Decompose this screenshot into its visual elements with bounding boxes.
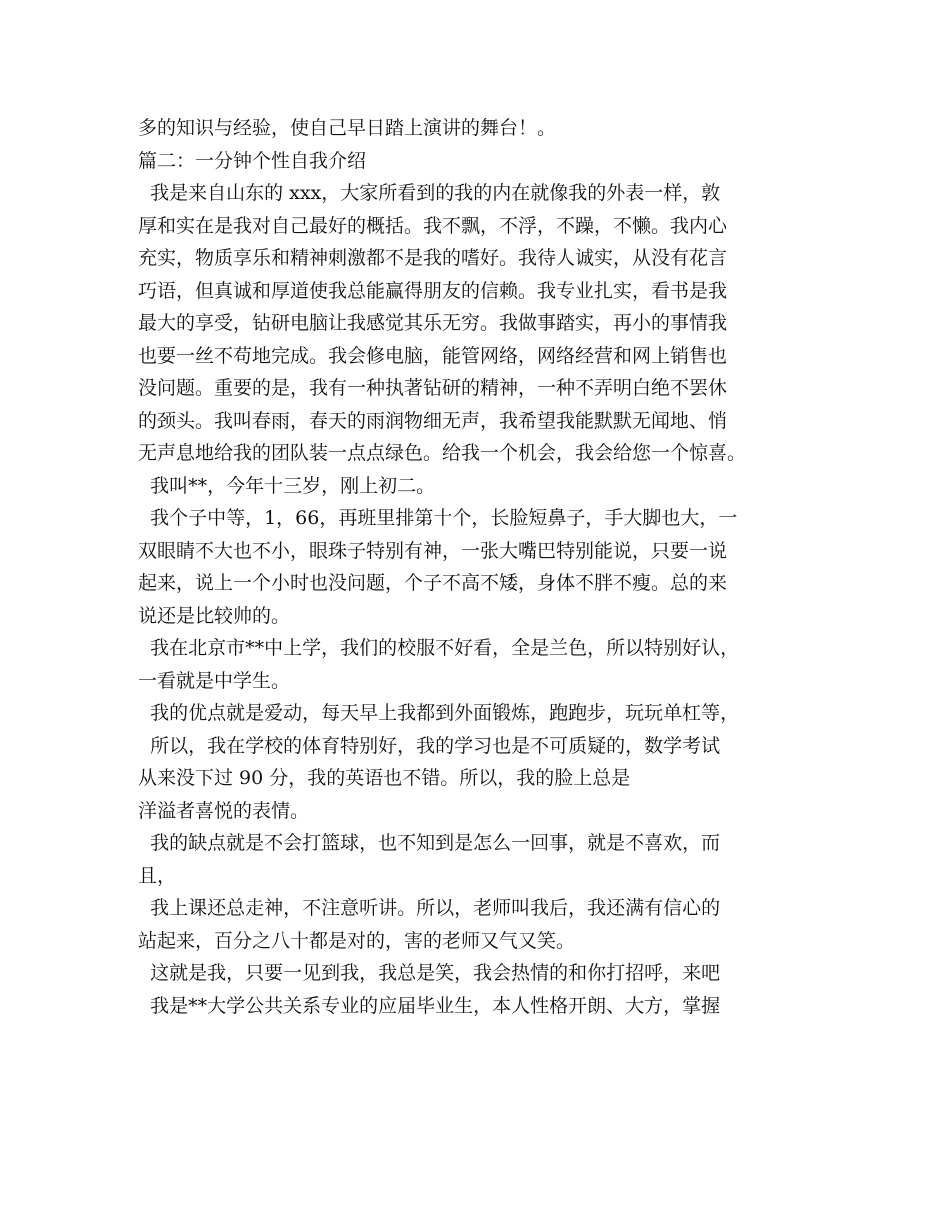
text-line: 所以，我在学校的体育特别好，我的学习也是不可质疑的，数学考试	[138, 734, 721, 757]
text-line: 最大的享受，钻研电脑让我感觉其乐无穷。我做事踏实，再小的事情我	[138, 312, 728, 334]
text-line: 我上课还总走神，不注意听讲。所以，老师叫我后，我还满有信心的	[138, 897, 721, 919]
text-line: 充实，物质享乐和精神刺激都不是我的嗜好。我待人诚实，从没有花言	[138, 247, 728, 269]
text-line: 这就是我，只要一见到我，我总是笑，我会热情的和你打招呼，来吧	[138, 962, 721, 984]
text-line: 的颈头。我叫春雨，春天的雨润物细无声，我希望我能默默无闻地、悄	[138, 409, 728, 432]
text-line: 我个子中等，1，66，再班里排第十个，长脸短鼻子，手大脚也大，一	[138, 507, 738, 529]
text-line: 洋溢者喜悦的表情。	[138, 799, 310, 822]
text-line: 厚和实在是我对自己最好的概括。我不飘，不浮，不躁，不懒。我内心	[138, 214, 728, 237]
text-line: 也要一丝不苟地完成。我会修电脑，能管网络，网络经营和网上销售也	[138, 344, 728, 367]
document-body	[138, 112, 828, 1022]
text-line: 站起来，百分之八十都是对的，害的老师又气又笑。	[138, 929, 576, 952]
text-line: 我在北京市**中上学，我们的校服不好看，全是兰色，所以特别好认，	[138, 637, 740, 659]
text-line: 起来，说上一个小时也没问题，个子不高不矮，身体不胖不瘦。总的来	[138, 572, 728, 594]
text-line: 说还是比较帅的。	[138, 604, 291, 627]
text-line: 且，	[138, 864, 177, 887]
text-line: 无声息地给我的团队装一点点绿色。给我一个机会，我会给您一个惊喜。	[138, 442, 747, 464]
text-line: 我是来自山东的 xxx，大家所看到的我的内在就像我的外表一样，敦	[138, 182, 721, 204]
text-line: 一看就是中学生。	[138, 669, 291, 692]
text-line: 我的优点就是爱动，每天早上我都到外面锻炼，跑跑步，玩玩单杠等，	[138, 702, 740, 724]
text-line: 从来没下过 90 分，我的英语也不错。所以，我的脸上总是	[138, 767, 631, 789]
text-line: 多的知识与经验，使自己早日踏上演讲的舞台！。	[138, 117, 557, 139]
section-heading: 篇二：一分钟个性自我介绍	[138, 149, 367, 172]
text-line: 双眼睛不大也不小，眼珠子特别有神，一张大嘴巴特别能说，只要一说	[138, 539, 728, 562]
text-line: 没问题。重要的是，我有一种执著钻研的精神，一种不弄明白绝不罢休	[138, 377, 728, 399]
text-line: 巧语，但真诚和厚道使我总能赢得朋友的信赖。我专业扎实，看书是我	[138, 279, 728, 302]
text-line: 我是**大学公共关系专业的应届毕业生，本人性格开朗、大方，掌握	[138, 994, 721, 1017]
text-line: 我的缺点就是不会打篮球，也不知到是怎么一回事，就是不喜欢，而	[138, 832, 721, 854]
text-line: 我叫**，今年十三岁，刚上初二。	[138, 474, 436, 497]
